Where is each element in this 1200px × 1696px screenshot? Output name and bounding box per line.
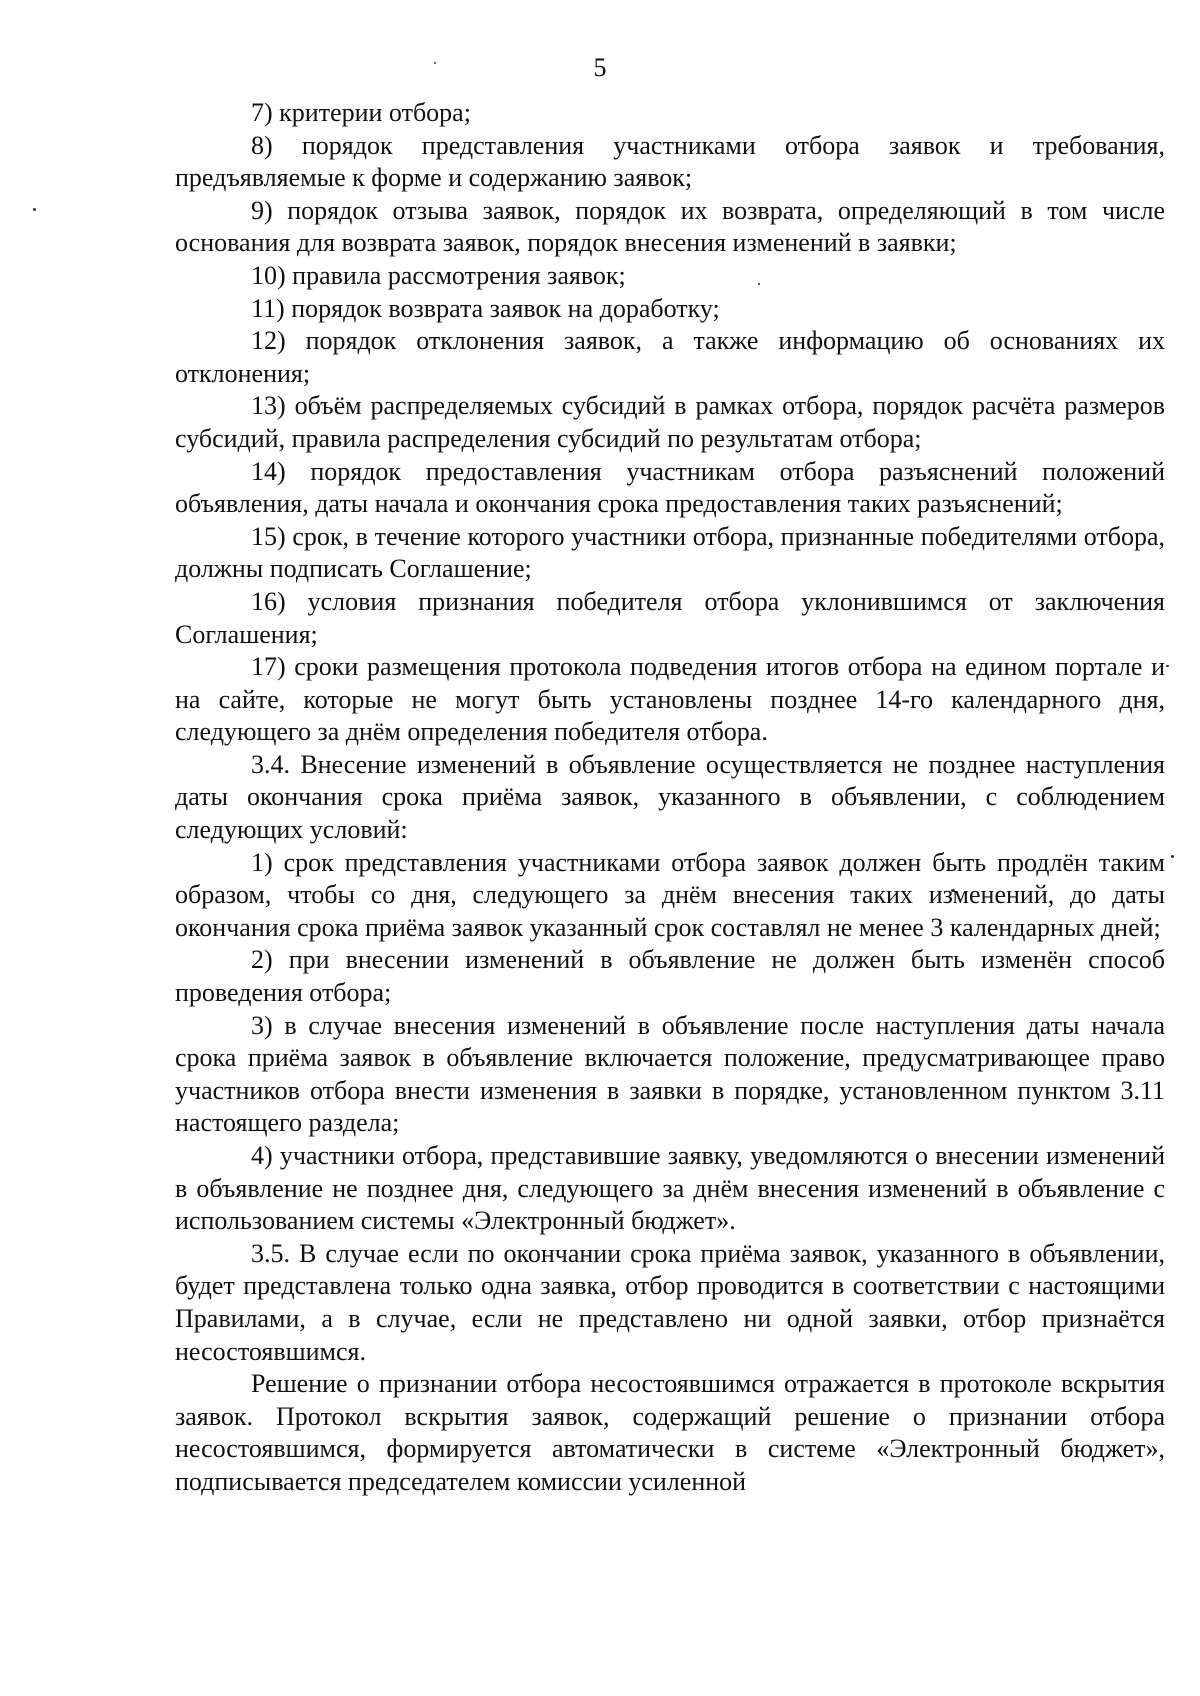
list-item-protocol-deadlines: 17) сроки размещения протокола подведения итогов отбора на едином портале и на сайте, которые не могут быть установлены позднее 14-го календарного дня, следующего за днём определения победителя отбора. [175,652,1165,747]
condition-item-1: 1) срок представления участниками отбора заявок должен быть продлён таким образом, чтобы со дня, следующего за днём внесения таких изменений, до даты окончания срока приёма заявок указанный срок составлял не менее 3 календарных дней; [175,847,1165,942]
section-3-4: 3.4. Внесение изменений в объявление осуществляется не позднее наступления даты окончания срока приёма заявок, указанного в объявлении, с соблюдением следующих условий: [175,749,1165,845]
condition-item-3: 3) в случае внесения изменений в объявление после наступления даты начала срока приёма заявок в объявление включается положение, предусматривающее право участников отбора внести изменения в заявки в порядке, установленном пунктом 3.11 настоящего раздела; [175,1010,1165,1138]
decision-paragraph: Решение о признании отбора несостоявшимся отражается в протоколе вскрытия заявок. Протокол вскрытия заявок, содержащий решение о признании отбора несостоявшимся, формируется автоматически в системе «Электронный бюджет», подписывается председателем комиссии усиленной [175,1369,1165,1496]
scan-speck [434,62,436,64]
list-item-review-rules: 10) правила рассмотрения заявок; [251,260,626,290]
list-item-criteria: 7) критерии отбора; [251,98,471,127]
list-item-rejection-procedure: 12) порядок отклонения заявок, а также информацию об основаниях их отклонения; [175,326,1165,388]
document-body [175,97,1165,1499]
list-item-submission-procedure: 8) порядок представления участниками отбора заявок и требования, предъявляемые к форме и содержанию заявок; [175,130,1165,193]
list-item-return-for-revision: 11) порядок возврата заявок на доработку; [251,293,720,323]
scan-speck [33,208,36,211]
page-number: 5 [593,53,607,82]
list-item-evasion-conditions: 16) условия признания победителя отбора уклонившимся от заключения Соглашения; [175,586,1165,649]
list-item-signing-deadline: 15) срок, в течение которого участники отбора, признанные победителями отбора, должны подписать Соглашение; [175,521,1165,584]
scan-speck [1166,665,1169,667]
list-item-subsidy-volume: 13) объём распределяемых субсидий в рамках отбора, порядок расчёта размеров субсидий, правила распределения субсидий по результатам отбора; [175,391,1165,453]
condition-item-2: 2) при внесении изменений в объявление не должен быть изменён способ проведения отбора; [175,945,1165,1008]
list-item-clarifications: 14) порядок предоставления участникам отбора разъяснений положений объявления, даты начала и окончания срока предоставления таких разъяснений; [175,456,1165,519]
section-3-5: 3.5. В случае если по окончании срока приёма заявок, указанного в объявлении, будет представлена только одна заявка, отбор проводится в соответствии с настоящими Правилами, а в случае, если не представлено ни одной заявки, отбор признаётся несостоявшимся. [175,1238,1165,1366]
scan-speck [1171,855,1174,858]
list-item-withdrawal-procedure: 9) порядок отзыва заявок, порядок их возврата, определяющий в том числе основания для возврата заявок, порядок внесения изменений в заявки; [175,195,1165,258]
condition-item-4: 4) участники отбора, представившие заявку, уведомляются о внесении изменений в объявление не позднее дня, следующего за днём внесения изменений в объявление с использованием системы «Электронный бюджет». [175,1141,1165,1236]
